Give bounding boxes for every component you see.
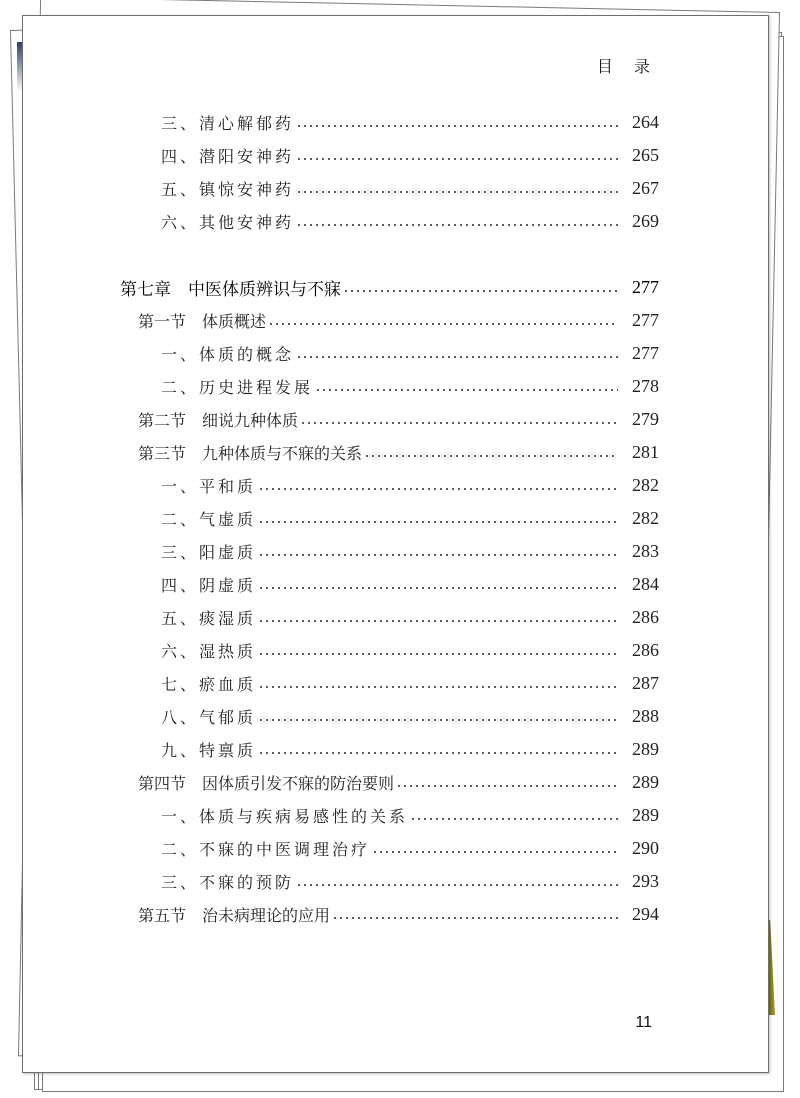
toc-entry-item[interactable] <box>161 106 659 139</box>
toc-entry-page: 293 <box>632 871 659 891</box>
toc-entry-title: 九、特禀质 <box>161 741 257 760</box>
toc-entry-item[interactable] <box>161 799 659 832</box>
toc-entry-item[interactable] <box>161 172 659 205</box>
toc-entry-page: 294 <box>632 904 659 924</box>
toc-entry-title: 三、阳虚质 <box>161 543 257 562</box>
dot-leader <box>315 389 618 391</box>
toc-entry-page: 277 <box>632 343 659 363</box>
toc-page <box>22 15 769 1073</box>
toc-entry-title: 第二节 细说九种体质 <box>138 411 299 430</box>
toc-entry-page: 281 <box>632 442 659 462</box>
dot-leader <box>296 884 618 886</box>
dot-leader <box>258 620 618 622</box>
toc-entry-section[interactable] <box>138 898 659 931</box>
toc-entry-item[interactable] <box>161 370 659 403</box>
toc-entry-item[interactable] <box>161 568 659 601</box>
toc-entry-item[interactable] <box>161 865 659 898</box>
toc-entry-page: 290 <box>632 838 659 858</box>
toc-entry-page: 286 <box>632 640 659 660</box>
dot-leader <box>258 653 618 655</box>
toc-entry-title: 四、阴虚质 <box>161 576 257 595</box>
toc-entry-title: 六、湿热质 <box>161 642 257 661</box>
toc-entry-page: 267 <box>632 178 659 198</box>
dot-leader <box>372 851 618 853</box>
toc-entry-title: 二、气虚质 <box>161 510 257 529</box>
toc-entry-title: 四、潜阳安神药 <box>161 147 295 166</box>
dot-leader <box>258 686 618 688</box>
toc-entry-title: 一、体质与疾病易感性的关系 <box>161 807 409 826</box>
toc-entry-section[interactable] <box>138 436 659 469</box>
dot-leader <box>296 224 618 226</box>
toc-entry-page: 289 <box>632 772 659 792</box>
toc-entry-title: 八、气郁质 <box>161 708 257 727</box>
toc-entry-item[interactable] <box>161 535 659 568</box>
dot-leader <box>296 125 618 127</box>
toc-entry-page: 282 <box>632 508 659 528</box>
toc-entry-item[interactable] <box>161 139 659 172</box>
toc-entry-section[interactable] <box>138 403 659 436</box>
toc-entry-title: 一、平和质 <box>161 477 257 496</box>
toc-entry-page: 286 <box>632 607 659 627</box>
toc-entry-title: 七、瘀血质 <box>161 675 257 694</box>
toc-entry-page: 288 <box>632 706 659 726</box>
toc-entry-page: 269 <box>632 211 659 231</box>
toc-entry-page: 278 <box>632 376 659 396</box>
toc-entry-title: 二、不寐的中医调理治疗 <box>161 840 371 859</box>
toc-entry-title: 第四节 因体质引发不寐的防治要则 <box>138 774 395 793</box>
toc-entry-section[interactable] <box>138 304 659 337</box>
toc-entry-item[interactable] <box>161 469 659 502</box>
toc-entry-page: 264 <box>632 112 659 132</box>
toc-entry-title: 第五节 治未病理论的应用 <box>138 906 331 925</box>
dot-leader <box>410 818 618 820</box>
dot-leader <box>296 191 618 193</box>
toc-entry-title: 六、其他安神药 <box>161 213 295 232</box>
dot-leader <box>268 323 618 325</box>
toc-entry-title: 一、体质的概念 <box>161 345 295 364</box>
toc-entry-title: 二、历史进程发展 <box>161 378 314 397</box>
dot-leader <box>396 785 618 787</box>
toc-entry-page: 284 <box>632 574 659 594</box>
toc-entry-item[interactable] <box>161 601 659 634</box>
toc-entry-item[interactable] <box>161 634 659 667</box>
toc-entry-item[interactable] <box>161 337 659 370</box>
dot-leader <box>258 719 618 721</box>
toc-entry-item[interactable] <box>161 700 659 733</box>
dot-leader <box>296 158 618 160</box>
toc-entry-title: 第三节 九种体质与不寐的关系 <box>138 444 363 463</box>
dot-leader <box>258 488 618 490</box>
toc-entry-page: 277 <box>632 310 659 330</box>
toc-entry-item[interactable] <box>161 502 659 535</box>
toc-entry-page: 289 <box>632 805 659 825</box>
dot-leader <box>300 422 618 424</box>
dot-leader <box>343 290 618 292</box>
dot-leader <box>332 917 618 919</box>
toc-entry-page: 277 <box>632 277 659 297</box>
toc-entry-page: 287 <box>632 673 659 693</box>
toc-entry-page: 265 <box>632 145 659 165</box>
dot-leader <box>258 752 618 754</box>
running-head-title: 目 录 <box>596 57 658 76</box>
dot-leader <box>258 554 618 556</box>
toc-entry-title: 第一节 体质概述 <box>138 312 267 331</box>
toc-entry-title: 第七章 中医体质辨识与不寐 <box>120 280 341 300</box>
toc-entry-title: 五、痰湿质 <box>161 609 257 628</box>
toc-entry-title: 五、镇惊安神药 <box>161 180 295 199</box>
toc-entry-page: 283 <box>632 541 659 561</box>
dot-leader <box>364 455 618 457</box>
toc-entry-section[interactable] <box>138 766 659 799</box>
toc-entry-title: 三、不寐的预防 <box>161 873 295 892</box>
toc-entry-page: 282 <box>632 475 659 495</box>
toc-entry-chapter[interactable] <box>120 271 659 304</box>
toc-entry-title: 三、清心解郁药 <box>161 114 295 133</box>
dot-leader <box>258 521 618 523</box>
dot-leader <box>296 356 618 358</box>
toc-entry-item[interactable] <box>161 832 659 865</box>
toc-entry-item[interactable] <box>161 205 659 238</box>
toc-entry-page: 279 <box>632 409 659 429</box>
toc-entry-item[interactable] <box>161 667 659 700</box>
page-number: 11 <box>635 1014 652 1031</box>
toc-entry-page: 289 <box>632 739 659 759</box>
toc-entry-item[interactable] <box>161 733 659 766</box>
dot-leader <box>258 587 618 589</box>
